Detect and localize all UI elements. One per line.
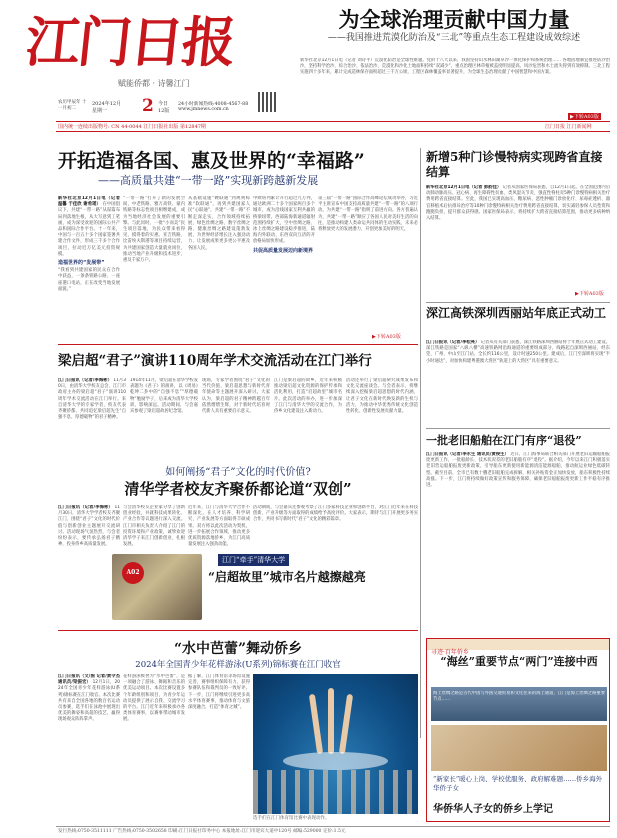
top-story-lede: 新华社北京12月1日电（记者 刘诗平）荒漠化防治是全球性难题。党的十八大以来，我国坚持山水林田湖草沙一体化保护和系统治理…… bbox=[300, 58, 561, 63]
story2-col-1: 江门日报讯（记者/李海彬） 11月30日，由清华大学校友总会、江门市政府主办的梁启超“君子”演讲110周年学术交流活动在江门举行。来自清华大学的专家学者、校友代表齐聚侨都，共同追忆梁启超先生“自强不息、厚德载物”的君子精神。 bbox=[58, 378, 126, 421]
ships-dateline: 江门日报讯（记者/李永生 通讯员/黄俊生） bbox=[426, 452, 509, 457]
shenzhen-dateline: 江门日报讯（记者/李松亮） bbox=[426, 340, 480, 345]
story2-col-2: 1914年11月，梁启超在清华学校发表题为《君子》的演讲，以《周易》乾坤二卦中的“自强不息”“厚德载物”勉励学子，后来成为清华大学校训，影响深远。活动期间，与会嘉宾参观了梁启超故居纪念馆。 bbox=[130, 378, 198, 415]
story3-dateline: 江门日报讯（记者/李海彬） bbox=[58, 505, 114, 510]
story1-headline[interactable] bbox=[58, 150, 418, 188]
story3-kicker: 如何阐扬“君子”文化的时代价值? bbox=[165, 467, 311, 478]
sidebar-bottom-photo bbox=[431, 725, 607, 771]
story1-col-1: 新华社北京12月1日电（记者 温馨 于佳欣 谢希瑶） 在中国倡议下，共建“一带一路”从谋篇布局到落地生根，从大写意到工笔画，成为深受欢迎的国际公共产品和国际合作平台。十一年来，中国与一百五十多个国家签署共建合作文件，形成三千多个合作项目，拉动近万亿美元投资规模。 造福世界的“发展带” “我看到共建国家的民众在合作中获益，一条条铁路公路、一座座港口电站，正在改变当地发展面貌。” bbox=[58, 196, 120, 292]
story4-col-2: 花样游泳被誉为“水中芭蕾”，是一项融合了游泳、舞蹈和音乐的优美运动项目。本次比赛设置多个年龄组别和项目，为青少年运动员提供了展示自我、交流学习的平台。江门近年来积极承办各类体育赛事，以赛事带动城市发展。 bbox=[123, 674, 185, 723]
team-figures bbox=[253, 770, 418, 814]
edition-label: 今日 bbox=[158, 101, 169, 107]
right-sep-1 bbox=[426, 302, 610, 303]
story4-photo bbox=[253, 674, 418, 814]
top-story[interactable] bbox=[298, 8, 610, 58]
hotline: 24小时新闻热线:4008-4567-88 bbox=[178, 102, 249, 107]
story4-title: “水中芭蕾”舞动侨乡 bbox=[173, 641, 303, 657]
story4-subtitle: 2024年全国青少年花样游泳(U系列)锦标赛在江门收官 bbox=[135, 660, 341, 670]
story2-col-4: 江门是梁启超的故乡，近年来积极推动梁启超文化资源的保护传承和活化利用，打造“启超故里”城市名片。此次活动的举办，进一步加深了江门与清华大学的交流合作，为侨乡文化建设注入新动力。 bbox=[274, 378, 342, 415]
lunar-date: 农历甲辰年 十一月初二 bbox=[58, 100, 87, 111]
story2-top-rule bbox=[58, 344, 418, 345]
masthead-rule-2 bbox=[56, 131, 610, 132]
story4-col-3: 据了解，江门体育馆等场馆设施完善，赛事组织保障有力，获得参赛队伍和裁判员的一致好评。下一步，江门将继续引进更多高水平体育赛事，推动体育与文旅深度融合，打造“体育之城”。 bbox=[188, 674, 250, 711]
feature-kicker: 江门“牵手”清华大学 bbox=[218, 554, 289, 566]
story1-col-3: 从基础设施“硬联通”到规则标准“软联通”，再到共建国家人民“心联通”，共建“一带一路”不断走深走实，合作领域持续拓展，绿色丝绸之路、数字丝绸之路、健康丝绸之路建设蓬勃发展，为世界经济增长注入强劲动力，让发展成果更多更公平惠及各国人民。 bbox=[188, 196, 250, 251]
footer-info: 发行热线:0750-3511111 广告热线:0750-3502658 印刷:江门日报社印务中心 本报地址:江门市迎宾大道中120号 邮编:529000 定价:1.5元 bbox=[58, 829, 346, 834]
right-sep-2 bbox=[426, 428, 610, 429]
story4-top-rule bbox=[58, 630, 418, 631]
sidebar-title: “海丝”重要节点“两门”连接中西 bbox=[440, 655, 598, 668]
ships-headline[interactable] bbox=[426, 434, 610, 448]
sidebar[interactable] bbox=[426, 638, 610, 822]
shenzhen-headline[interactable] bbox=[426, 306, 610, 321]
date-text: 2024年12月 bbox=[92, 101, 122, 107]
sidebar-banner bbox=[427, 639, 609, 656]
swimmer-figure bbox=[339, 694, 353, 754]
slogan: 赋能侨都 · 诗馨江门 bbox=[118, 79, 190, 88]
water-splash bbox=[283, 752, 388, 770]
story3-title: 清华学者校友齐聚侨都论道“双创” bbox=[124, 480, 352, 498]
swimmer-figure bbox=[328, 688, 334, 754]
top-story-body: 新华社北京12月1日电（记者 刘诗平）荒漠化防治是全球性难题。党的十八大以来，我国坚持山水林田湖草沙一体化保护和系统治理…… 各地因地制宜推进防沙治沙，坚持科学治沙、综合治沙、依法治沙，荒漠化和沙化土地面积持续“双减少”，重点治理区林草植被盖度明显提高，风沙危害和水土流失得到有效抑制。三北工程实施四十多年来，累计完成造林保存面积超过三千万公顷，工程区森林覆盖率显著提升，为全球生态治理贡献了中国智慧和中国方案。 bbox=[300, 58, 610, 76]
feature-tag: A02 bbox=[122, 562, 144, 584]
story1-col-2: “一带一路”打开了新的发展空间，中老铁路、雅万高铁、蒙内铁路等标志性项目相继建成，成为当地经济社会发展的重要引擎。与此同时，一批“小而美”民生项目落地，为民众带来看得见、摸得着的实惠。亚吉铁路、比雷埃夫斯港等项目持续运营，为共建国家创造大量就业岗位，推动当地产业升级和技术进步，惠及千家万户。 bbox=[123, 196, 185, 264]
hospital-dateline: 新华社北京12月1日电（记者 彭韵佳） bbox=[426, 185, 502, 190]
masthead-rule bbox=[56, 121, 610, 122]
story2-headline[interactable] bbox=[58, 353, 418, 370]
feature-title: “启超故里”城市名片越擦越亮 bbox=[208, 570, 366, 584]
right-col-divider bbox=[420, 148, 421, 738]
cn-number: 国内统一连续出版物号: CN 44-0044 江门日报社出版 第12847期 bbox=[58, 124, 206, 130]
shenzhen-body: 江门日报讯（记者/李松亮） 记者从有关部门获悉，深江铁路深圳西丽站将于年底正式动工建设。深江铁路是国家“八纵八横”高速铁路网沿海通道的重要组成部分，线路起自深圳西丽站，经东莞、广州、中山至江门站，全长约116公里，设计时速250公里。建成后，江门至深圳将实现“半小时通达”，对加快构建粤港澳大湾区“轨道上的大湾区”具有重要意义。 bbox=[426, 340, 610, 364]
story1-subtitle: ——高质量共建“一带一路”实现新跨越新发展 bbox=[98, 174, 319, 187]
top-story-subtitle: ——我国推进荒漠化防治及“三北”等重点生态工程建设成效综述 bbox=[327, 33, 581, 43]
story1-col-5: 第三届“一带一路”国际合作高峰论坛成功举办，习近平主席宣布中国支持高质量共建“一带一路”的八项行动，为共建“一带一路”指明了前进方向。各方普遍认为，共建“一带一路”顺应了各国人民对美好生活的向往，是推动构建人类命运共同体的生动实践，未来必将释放更大的发展潜力，开创更加美好的明天。 bbox=[318, 196, 418, 233]
story2-title: 梁启超“君子”演讲110周年学术交流活动在江门举行 bbox=[58, 353, 372, 369]
story4-dateline: 江门日报讯（文/图 记者/黄令杰 通讯员/梁振宏） bbox=[58, 674, 120, 686]
hospital-jump[interactable]: ▶下转A03版 bbox=[575, 291, 604, 297]
masthead-tagline: 江门日报 江门新闻网 bbox=[545, 124, 592, 130]
story3-col-4: 活动期间，与会嘉宾还参观考察了江门多家科技企业和创新平台，对江门近年来在科技创新、产业升级等方面取得的成绩给予高度评价。大家表示，期待与江门开展更多务实合作，共同书写新时代“君子”文化的精彩篇章。 bbox=[253, 505, 418, 523]
shenzhen-title: 深江高铁深圳西丽站年底正式动工 bbox=[426, 306, 607, 320]
story4-photo-caption: 选手们在江门体育馆比赛中表现动作。 bbox=[253, 816, 330, 821]
sidebar-bottom-kicker: “新家长”暖心上岗、学校优服务、政府解难题……侨乡海外华侨子女 bbox=[433, 775, 603, 792]
feature-box[interactable] bbox=[112, 550, 418, 626]
story1-section-head-2: 共促高质量发展迈向新境界 bbox=[253, 247, 314, 254]
story1-section-head: 造福世界的“发展带” bbox=[58, 260, 105, 267]
hospital-title: 新增5种门诊慢特病实现跨省直接结算 bbox=[426, 150, 603, 179]
story4-headline[interactable] bbox=[58, 640, 418, 671]
story3-col-3: 近年来，江门与清华大学合作不断深化，在人才培养、科学研究、产业发展等方面取得丰硕成果。双方将以此次活动为契机，进一步拓展合作领域，推动更多优质资源落地侨乡，为江门高质量发展注入强劲动能。 bbox=[188, 505, 250, 548]
newspaper-logo: 江门日报 bbox=[22, 10, 238, 74]
story2-col-5: 活动还举行了梁启超研究成果发布和文化交流座谈会。与会者表示，将继续深入挖掘梁启超思想的时代内涵，让君子文化在新时代焕发新的生机与活力，为推动中华优秀传统文化创造性转化、创新性发展贡献力量。 bbox=[346, 378, 418, 415]
story2-dateline: 江门日报讯（记者/李海彬） bbox=[58, 378, 112, 383]
weekday-text: 星期一 bbox=[92, 108, 108, 114]
sidebar-lede: 海上丝绸之路是古代中国与外国交通贸易和文化往来的海上通道，江门是海上丝绸之路重要节点…… bbox=[433, 691, 605, 703]
sidebar-banner-label: 寻迹·百年侨乡 bbox=[431, 649, 469, 656]
hospital-headline[interactable] bbox=[426, 150, 610, 180]
jump-a03-top[interactable]: ▶下转A03版 bbox=[570, 114, 599, 120]
issue-number: 2 bbox=[142, 96, 154, 116]
hospital-body: 新华社北京12月1日电（记者 彭韵佳） 记者从国家医保局获悉，自12月1日起，在全国范围内启动肺动脉高压、冠心病、再生障碍性贫血、类风湿关节炎、强直性脊柱炎5种门诊慢特病相关治疗费用跨省直接结算。至此，我国已实现高血压、糖尿病、恶性肿瘤门诊放化疗、尿毒症透析、器官移植术后抗排异治疗等10种门诊慢特病相关治疗费用跨省直接结算，切实减轻参保人员垫资和跑腿负担，提升群众获得感。国家医保局表示，将持续扩大跨省直接结算范围，推动更多病种纳入结算。 bbox=[426, 185, 610, 222]
story3-headline[interactable] bbox=[58, 466, 418, 499]
swimmer-figure bbox=[309, 694, 323, 754]
story3-col-1: 江门日报讯（记者/李海彬） 11月30日，清华大学学者校友齐聚江门，围绕“君子”文化的时代价值与创新创业主题展开交流研讨。活动现场气氛热烈，与会者纷纷表示，要传承弘扬君子精神，投身侨乡高质量发展。 bbox=[58, 505, 120, 548]
qr-code bbox=[258, 92, 278, 112]
story1-col-4: 中欧班列累计开行超过九万列，通达欧洲二十多个国家两百多个城市，成为沿线国家互利共赢的桥梁纽带。西部陆海新通道辐射范围持续扩大，空中丝绸之路、冰上丝绸之路建设稳步推进，陆海内外联动、东西双向互济的开放格局加快形成。 共促高质量发展迈向新境界 bbox=[253, 196, 315, 254]
story1-jump[interactable]: ▶下转A03版 bbox=[372, 334, 401, 340]
ships-title: 一批老旧船舶在江门有序“退役” bbox=[426, 434, 582, 447]
story1-title: 开拓造福各国、惠及世界的“幸福路” bbox=[58, 150, 365, 172]
ships-body: 江门日报讯（记者/李永生 通讯员/黄俊生） 近日，江门海事局联合相关部门开展老旧运输船舶报废更新工作，一批船龄长、技术状况差的老旧船舶有序“退役”。据介绍，今年以来江门积极落实老旧营运船舶报废更新政策，引导船东更新使用新能源清洁能源船舶，推动航运业绿色低碳转型。截至目前，全市已有数十艘老旧船舶完成拆解，相关补贴资金正加快发放，船东积极性持续高涨。下一步，江门将持续做好政策宣传和服务保障，确保老旧船舶报废更新工作平稳有序推进。 bbox=[426, 452, 610, 489]
sidebar-bottom-title: 华侨华人子女的侨乡上学记 bbox=[433, 804, 553, 815]
story1-dateline: 新华社北京12月1日电（记者 温馨 于佳欣 谢希瑶） bbox=[58, 196, 120, 208]
website[interactable]: www.jmnews.com.cn bbox=[178, 107, 229, 112]
top-story-title: 为全球治理贡献中国力量 bbox=[338, 7, 570, 32]
story4-col-1: 江门日报讯（文/图 记者/黄令杰 通讯员/梁振宏） 12月1日，2024年全国青少年花样游泳(U系列)锦标赛在江门收官。本次比赛共有来自全国各地的数百名运动员参赛，选手们在泳池中展现出优美的舞姿和高超的技艺，赢得现场观众阵阵掌声。 bbox=[58, 674, 120, 723]
story3-col-2: 与会清华校友企业家分享了创新创业经验，并就科技成果转化、产业合作等议题进行深入交流。江门市相关负责人介绍了江门的投资环境和产业政策，诚挚欢迎清华学子来江门创新创业、扎根发展。 bbox=[123, 505, 185, 548]
page-count: 12版 bbox=[158, 108, 170, 114]
story2-col-3: 现场，专家学者围绕“君子”文化的当代价值、梁启超思想与新时代青年使命等主题展开深入研讨。大家认为，梁启超的君子精神跨越百年依然熠熠生辉，对于新时代培育时代新人具有重要启示意义。 bbox=[202, 378, 270, 415]
footer-rule bbox=[56, 826, 610, 827]
